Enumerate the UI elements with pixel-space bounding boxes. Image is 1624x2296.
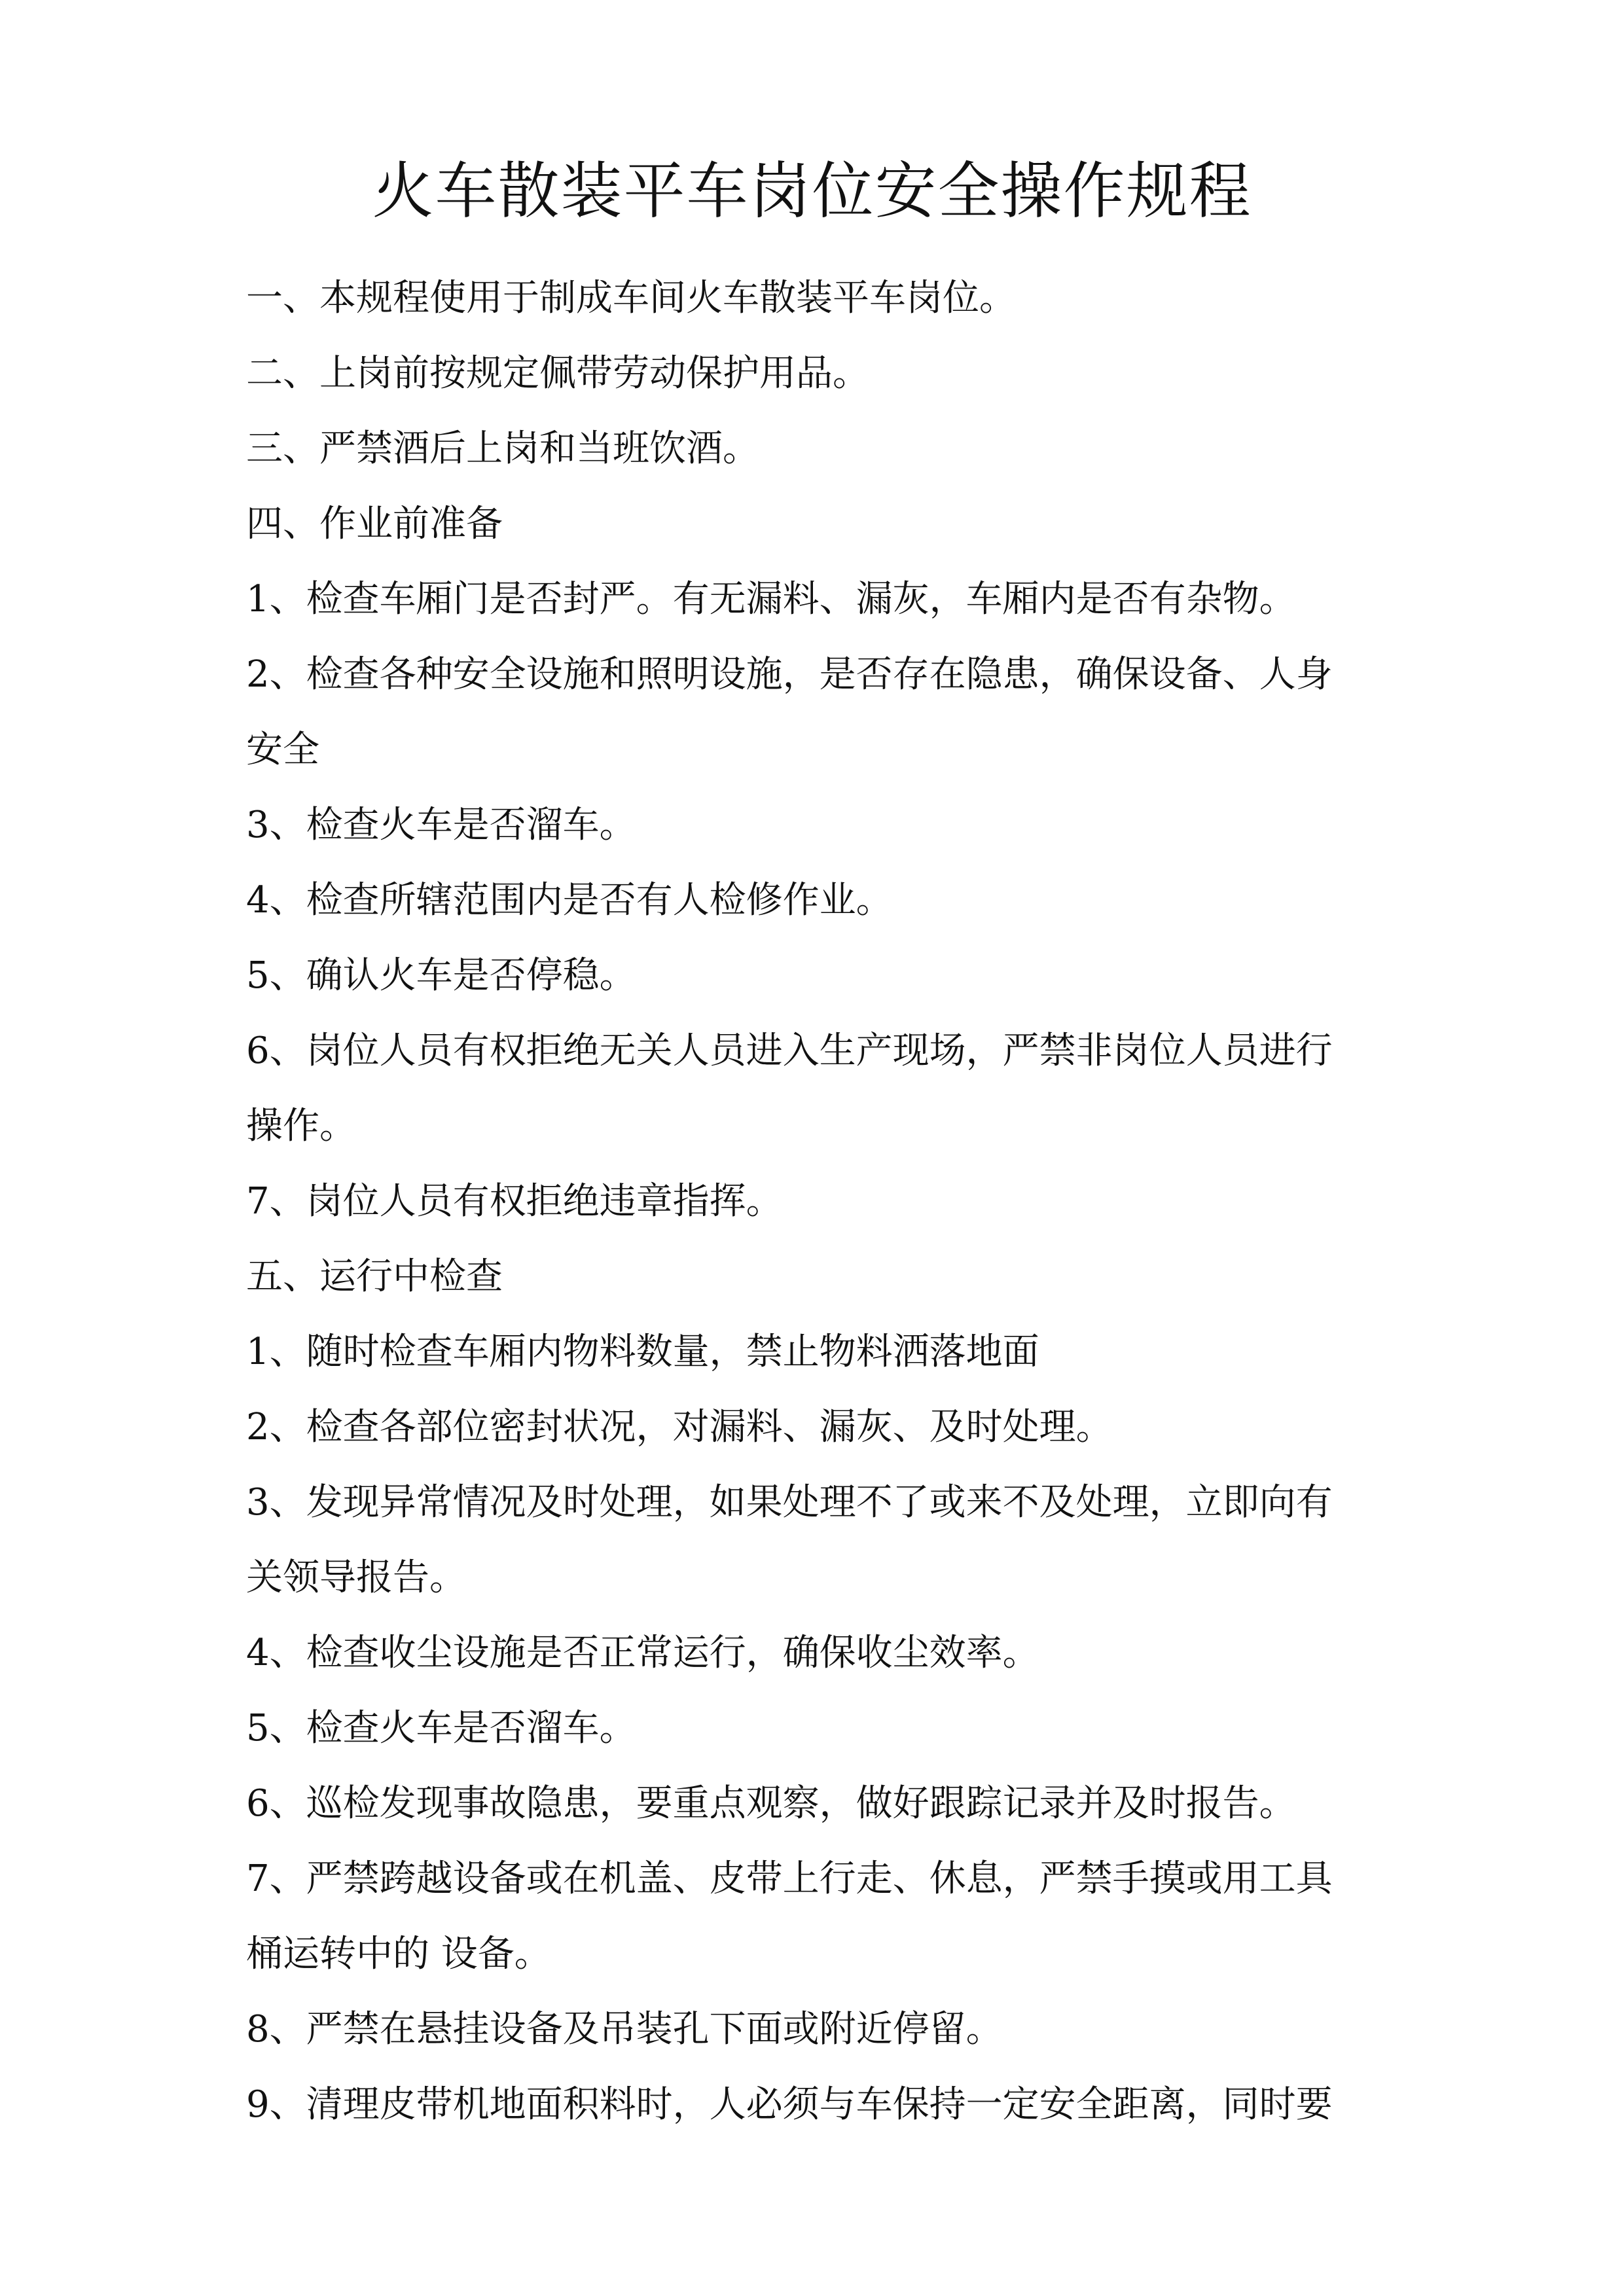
body-line: 2、检查各部位密封状况，对漏料、漏灰、及时处理。 <box>246 1406 1113 1448</box>
body-line: 3、发现异常情况及时处理，如果处理不了或来不及处理，立即向有 <box>246 1481 1333 1524</box>
body-line: 4、检查所辖范围内是否有人检修作业。 <box>246 879 893 922</box>
body-line: 1、检查车厢门是否封严。有无漏料、漏灰，车厢内是否有杂物。 <box>246 578 1296 620</box>
body-line: 安全 <box>246 728 319 771</box>
body-line: 二、上岗前按规定佩带劳动保护用品。 <box>246 352 869 395</box>
body-line: 关领导报告。 <box>246 1556 466 1599</box>
body-line: 7、严禁跨越设备或在机盖、皮带上行走、休息，严禁手摸或用工具 <box>246 1857 1333 1900</box>
body-line: 9、清理皮带机地面积料时，人必须与车保持一定安全距离，同时要 <box>246 2083 1333 2126</box>
body-line: 一、本规程使用于制成车间火车散装平车岗位。 <box>246 277 1016 319</box>
body-line: 6、岗位人员有权拒绝无关人员进入生产现场，严禁非岗位人员进行 <box>246 1030 1333 1072</box>
body-line: 4、检查收尘设施是否正常运行，确保收尘效率。 <box>246 1632 1039 1674</box>
section-heading: 四、作业前准备 <box>246 503 503 545</box>
body-line: 6、巡检发现事故隐患，要重点观察，做好跟踪记录并及时报告。 <box>246 1782 1296 1825</box>
body-line: 三、严禁酒后上岗和当班饮酒。 <box>246 427 759 470</box>
body-line: 7、岗位人员有权拒绝违章指挥。 <box>246 1180 783 1223</box>
document-body <box>246 260 1385 2142</box>
body-line: 操作。 <box>246 1105 356 1147</box>
body-line: 桶运转中的 设备。 <box>246 1933 551 1975</box>
body-line: 8、严禁在悬挂设备及吊装孔下面或附近停留。 <box>246 2008 1003 2051</box>
body-line: 3、检查火车是否溜车。 <box>246 804 636 846</box>
section-heading: 五、运行中检查 <box>246 1255 503 1298</box>
body-line: 1、随时检查车厢内物料数量，禁止物料洒落地面 <box>246 1331 1039 1373</box>
document-title: 火车散装平车岗位安全操作规程 <box>372 156 1252 227</box>
body-line: 5、检查火车是否溜车。 <box>246 1707 636 1749</box>
body-line: 5、确认火车是否停稳。 <box>246 954 636 997</box>
body-line: 2、检查各种安全设施和照明设施，是否存在隐患，确保设备、人身 <box>246 653 1333 696</box>
